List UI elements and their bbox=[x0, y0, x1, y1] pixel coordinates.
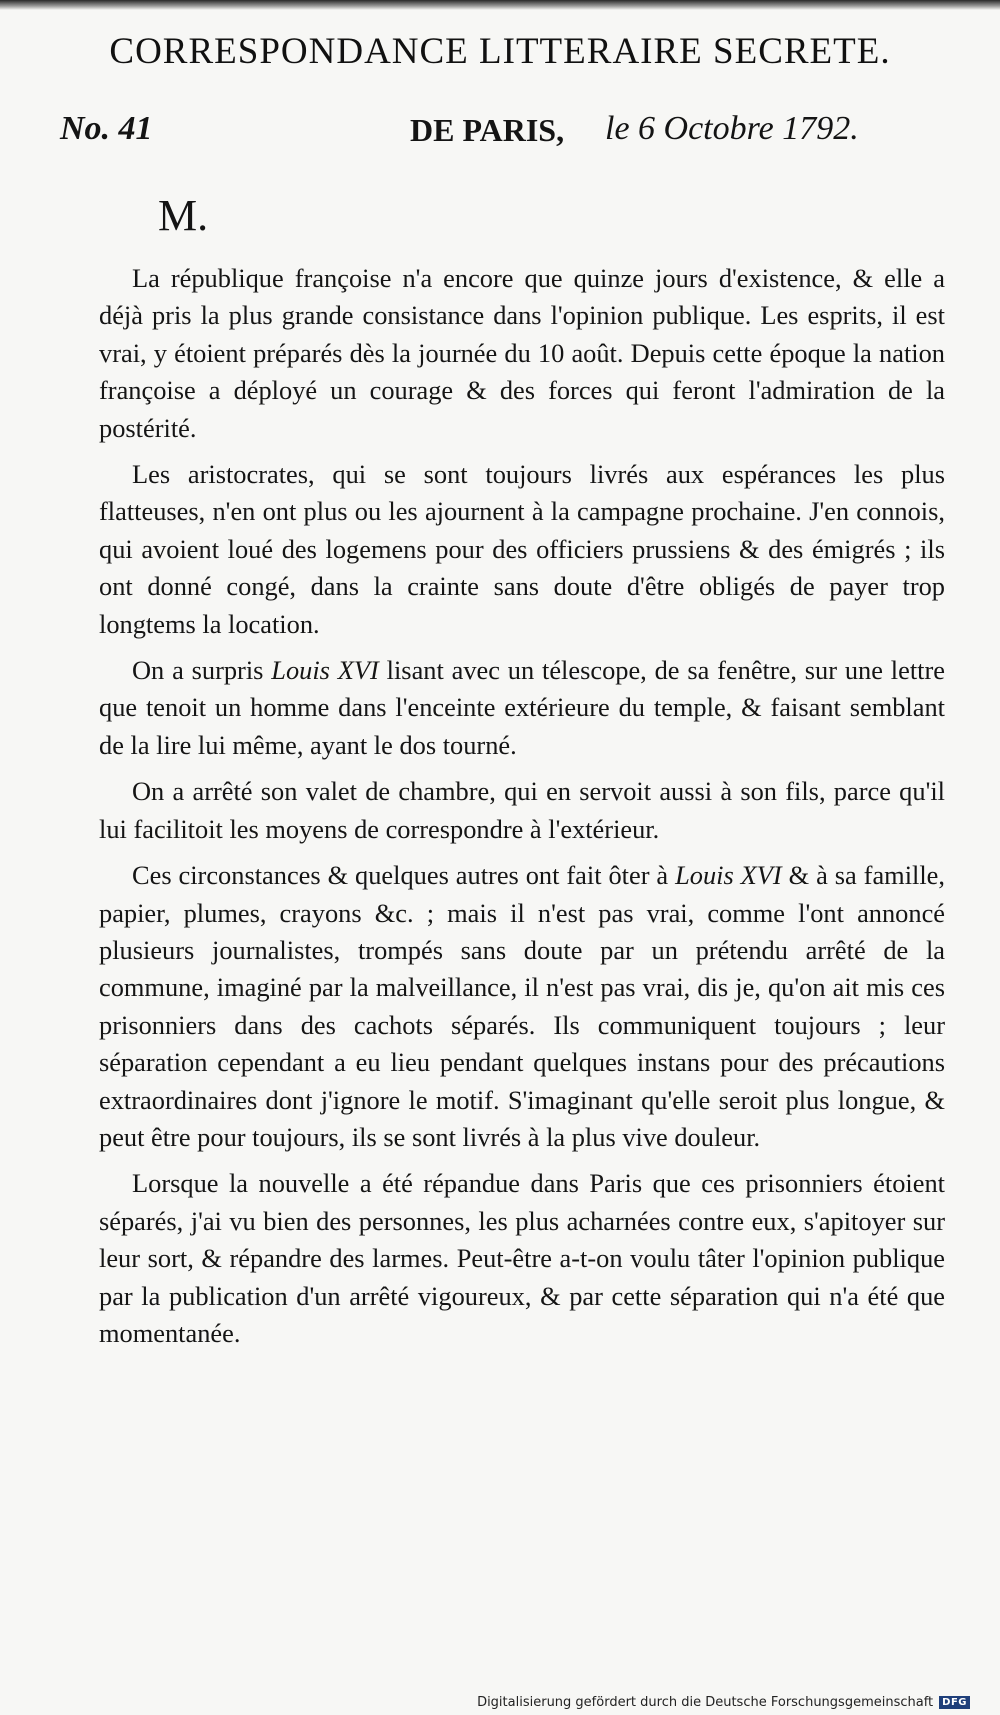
paragraph bbox=[99, 1165, 945, 1352]
text-segment: Lorsque la nouvelle a été répandue dans Paris que ces prisonniers étoient séparés, j'ai vu bien des personnes, les plus acharnées contre eux, s'apitoyer sur leur sort, & répandre des larmes. Peut-être a-t-on voulu tâter l'opinion publique par la publication d'un arrêté vigoureux, & par cette séparation qui n'a été que momentanée. bbox=[99, 1168, 945, 1348]
text-segment: La république françoise n'a encore que quinze jours d'existence, & elle a déjà pris la plus grande consistance dans l'opinion publique. Les esprits, il est vrai, y étoient préparés dès la journée du 10 août. Depuis cette époque la nation françoise a déployé un courage & des forces qui feront l'admiration de la postérité. bbox=[99, 263, 945, 443]
page-top-edge bbox=[0, 0, 1000, 10]
letter-body bbox=[99, 260, 945, 1361]
text-segment: On a surpris bbox=[132, 655, 272, 686]
paragraph bbox=[99, 773, 945, 848]
publication-title: CORRESPONDANCE LITTERAIRE SECRETE. bbox=[109, 31, 891, 72]
issue-line bbox=[60, 110, 940, 154]
text-segment: & à sa famille, papier, plumes, crayons &c. ; mais il n'est pas vrai, comme l'ont annoncé plusieurs journalistes, trompés sans doute par un prétendu arrêté de la commune, imaginé par la malveillance, il n'est pas vrai, dis je, qu'on ait mis ces prisonniers dans des cachots séparés. Ils communiquent toujours ; leur séparation cependant a eu lieu pendant quelques instans pour des précautions extraordinaires dont j'ignore le motif. S'imaginant qu'elle seroit plus longue, & peut être pour toujours, ils se sont livrés à la plus vive douleur. bbox=[99, 860, 945, 1152]
paragraph bbox=[99, 652, 945, 764]
text-segment: On a arrêté son valet de chambre, qui en servoit aussi à son fils, parce qu'il lui facilitoit les moyens de correspondre à l'extérieur. bbox=[99, 776, 945, 844]
dfg-logo: DFG bbox=[939, 1696, 970, 1709]
text-segment: Les aristocrates, qui se sont toujours livrés aux espérances les plus flatteuses, n'en ont plus ou les ajournent à la campagne prochaine. J'en connois, qui avoient loué des logemens pour des officiers prussiens & des émigrés ; ils ont donné congé, dans la crainte sans doute d'être obligés de payer trop longtems la location. bbox=[99, 459, 945, 639]
text-segment: lisant avec un télescope, de sa fenêtre, sur une lettre que tenoit un homme dans l'enceinte extérieure du temple, & faisant semblant de la lire lui même, ayant le dos tourné. bbox=[99, 655, 945, 760]
digitization-credit bbox=[477, 1695, 970, 1710]
issue-number: No. 41 bbox=[60, 110, 153, 147]
italic-name: Louis XVI bbox=[675, 860, 782, 891]
credit-text: Digitalisierung gefördert durch die Deutsche Forschungsgemeinschaft bbox=[477, 1695, 934, 1710]
salutation: M. bbox=[158, 191, 209, 240]
issue-place: DE PARIS, bbox=[410, 112, 565, 148]
paragraph bbox=[99, 260, 945, 447]
italic-name: Louis XVI bbox=[271, 655, 379, 686]
paragraph bbox=[99, 857, 945, 1156]
text-segment: Ces circonstances & quelques autres ont fait ôter à bbox=[132, 860, 676, 891]
paragraph bbox=[99, 456, 945, 643]
issue-date: le 6 Octobre 1792. bbox=[605, 110, 859, 147]
